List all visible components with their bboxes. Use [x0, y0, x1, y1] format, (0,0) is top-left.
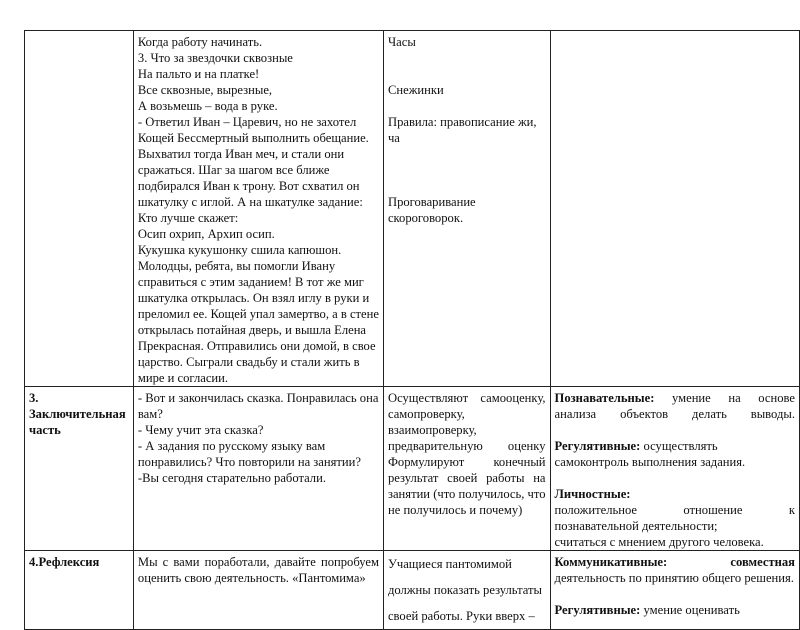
uud-cell	[550, 387, 799, 551]
text-line: скороговорок.	[387, 211, 464, 225]
uud-label: Регулятивные:	[554, 439, 641, 453]
text-line: справиться с этим заданием! В тот же миг	[137, 275, 364, 289]
text-line	[388, 98, 546, 114]
uud-label: Коммуникативные:	[554, 555, 668, 569]
text-line: Часы	[387, 35, 416, 49]
text-line	[388, 50, 546, 66]
stage-cell	[25, 551, 134, 630]
text-line: - Чему учит эта сказка?	[137, 423, 264, 437]
text-line: Правила: правописание жи,	[387, 115, 537, 129]
text-line: взаимопроверку,	[387, 423, 477, 437]
student-activity-cell	[383, 551, 550, 630]
text-line: Выхватил тогда Иван меч, и стали они	[137, 147, 345, 161]
text-line: Формулируют конечный	[387, 455, 546, 469]
cognitive-uud	[555, 390, 795, 422]
uud-label: Личностные:	[554, 487, 631, 501]
text-line: А возьмешь – вода в руке.	[137, 99, 278, 113]
text-line: самопроверку,	[387, 407, 465, 421]
text-line: своей работы. Руки вверх –	[387, 609, 535, 623]
text-line: открылась потайная дверь, и вышла Елена	[137, 323, 367, 337]
lesson-plan-table	[24, 30, 800, 630]
table-row	[25, 551, 800, 630]
uud-line: положительное отношение к	[554, 503, 795, 517]
uud-line: познавательной деятельности;	[554, 519, 718, 533]
text-line: занятии (что получилось, что	[387, 487, 546, 501]
uud-line: считаться с мнением другого человека.	[554, 535, 764, 549]
text-line: -Вы сегодня старательно работали.	[137, 471, 326, 485]
uud-cell	[550, 551, 799, 630]
stage-title: 4.Рефлексия	[29, 555, 100, 569]
text-line: Мы с вами поработали, давайте попробуем	[137, 555, 379, 569]
text-line	[388, 162, 546, 178]
stage-cell	[25, 31, 134, 387]
uud-text: умение на основе анализа объектов делать выводы.	[554, 391, 795, 421]
text-line: Снежинки	[387, 83, 444, 97]
table-row	[25, 387, 800, 551]
regulatory-uud	[555, 438, 795, 470]
text-line: результат своей работы на	[387, 471, 546, 485]
uud-cell	[550, 31, 799, 387]
stage-cell	[25, 387, 134, 551]
text-line: Кукушка кукушонку сшила капюшон.	[137, 243, 342, 257]
text-line: оценить свою деятельность. «Пантомима»	[137, 571, 366, 585]
text-line: мире и согласии.	[137, 371, 229, 385]
uud-text: осуществлять самоконтроль выполнения задания.	[554, 439, 746, 469]
text-line: - А задания по русскому языку вам	[137, 439, 326, 453]
text-line: На пальто и на платке!	[137, 67, 260, 81]
text-line: Учащиеся пантомимой	[387, 557, 512, 571]
text-line: сражаться. Шаг за шагом все ближе	[137, 163, 330, 177]
text-line: понравились? Что повторили на занятии?	[137, 455, 361, 469]
uud-text: умение оценивать	[643, 603, 740, 617]
uud-label: Познавательные:	[554, 391, 655, 405]
text-line: шкатулку с иглой. А на шкатулке задание:	[137, 195, 363, 209]
table-row	[25, 31, 800, 387]
stage-title: 3. Заключительная часть	[29, 391, 126, 437]
uud-text: совместная	[730, 555, 795, 569]
text-line: Осип охрип, Архип осип.	[137, 227, 275, 241]
text-line: вам?	[137, 407, 163, 421]
text-line: Молодцы, ребята, вы помогли Ивану	[137, 259, 336, 273]
text-line	[388, 178, 546, 194]
text-line: царство. Сыграли свадьбу и стали жить в	[137, 355, 360, 369]
text-line: Кто лучше скажет:	[137, 211, 239, 225]
text-line: - Вот и закончилась сказка. Понравилась она	[137, 391, 379, 405]
text-line: Кощей Бессмертный выполнить обещание.	[137, 131, 369, 145]
uud-label: Регулятивные:	[554, 603, 641, 617]
text-line: преломил ее. Кощей упал замертво, а в стене	[137, 307, 379, 321]
regulatory-uud	[555, 602, 795, 618]
uud-line: деятельность по принятию общего решения.	[554, 571, 794, 585]
text-line: не получилось и почему)	[387, 503, 523, 517]
text-line: ча	[387, 131, 400, 145]
text-line: предварительную оценку	[387, 439, 546, 453]
teacher-activity-cell	[133, 31, 383, 387]
text-line	[388, 66, 546, 82]
text-line: подбирался Иван к трону. Вот схватил он	[137, 179, 360, 193]
text-line	[388, 146, 546, 162]
teacher-activity-cell	[133, 387, 383, 551]
text-line: Когда работу начинать.	[137, 35, 263, 49]
text-line: Осуществляют самооценку,	[387, 391, 546, 405]
text-line: - Ответил Иван – Царевич, но не захотел	[137, 115, 357, 129]
text-line: шкатулка открылась. Он взял иглу в руки и	[137, 291, 370, 305]
student-activity-cell	[383, 31, 550, 387]
text-line: должны показать результаты	[387, 583, 542, 597]
text-line: Все сквозные, вырезные,	[137, 83, 273, 97]
text-line: Прекрасная. Отправились они домой, в свое	[137, 339, 376, 353]
teacher-activity-cell	[133, 551, 383, 630]
student-activity-cell	[383, 387, 550, 551]
personal-uud	[555, 486, 795, 502]
text-line: 3. Что за звездочки сквозные	[137, 51, 293, 65]
text-line: Проговаривание	[387, 195, 476, 209]
communicative-uud	[555, 554, 795, 570]
